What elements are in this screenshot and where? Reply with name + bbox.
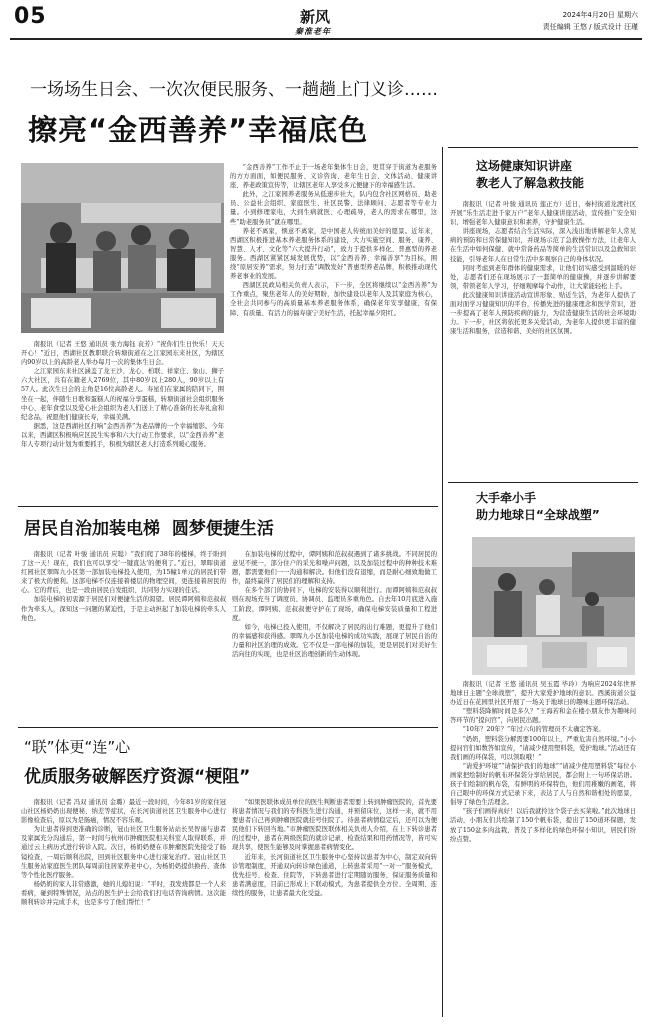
elevator-col1 [21, 550, 226, 722]
health-headline: 这场健康知识讲座 教老人了解急救技能 [476, 159, 585, 190]
header-rule [10, 38, 642, 40]
medical-headline: 优质服务破解医疗资源“梗阻” [24, 767, 251, 787]
lead-para-5: 此外，之江家园养老服务从低速步社大，队内包含社区网格员、助老员、公益社会组织、家庭医生、社区民警、法律顾问、志愿者等专业力量。小到修理家电，大到生病就医、心理疏导，老人的需求在哪里，这些“助老服务员”就在哪里。 [230, 191, 437, 226]
lead-headline: 擦亮“金西善养”幸福底色 [28, 113, 369, 147]
elevator-para-3: 在加装电梯的过程中，谭阿姨和范叔叔遇到了诸多挑战。不同居民的意见不统一，部分住户的采光和噪声问题，以及加装过程中的种种技术难题，都需要他们一一沟通和解决。但他们没有退缩，而是耐心细致地做工作，最终赢得了居民们的理解和支持。 [232, 551, 437, 586]
earth-day-photo-illustration [472, 537, 635, 675]
elevator-para-4: 在多个部门的协同下，电梯的安装得以顺利进行。而谭阿姨和范叔叔则在现场充当了调度员、协调员、监理员多重角色。自去年10月底进入施工阶段，谭阿姨、范叔叔便守护在了现场，确保电梯安装质量和工程进度。 [232, 587, 437, 622]
health-para-1: 南报讯（记者 叶骏 通讯员 莲正方）近日，秦村街道龙渡社区开展“乐生活走进千家万户”老年人健康讲座活动，宣传推广安全知识，增强老年人健康意识和素养，守护健康生活。 [450, 201, 636, 227]
lead-para-6: 养老不离家，惬意不离家，是中国老人传统而美好的愿景。近年来，西湖区积极推进基本养老服务体系的建设，大力实施空间、服务、康养、智慧、人才、文化等“六大提升行动”，致力于提供多样化、普惠型的养老服务。西湖区紧紧区域发展优势，以“金西善养、幸福善享”为目标，围绕“原居安养”需求，努力打造“调散发好”普惠型养老品牌，积极推动现代养老事业的发展。 [230, 227, 437, 281]
lead-col1 [21, 340, 224, 505]
earth-day-photo [472, 537, 635, 675]
page-number: 05 [14, 4, 47, 29]
elevator-para-5: 如今，电梯已投入使用，不仅解决了居民的出行难题，更提升了他们的幸福感和获得感。翠晖九小区加装电梯的成功实践，展现了居民自治的力量和社区治理的成效。它不仅是一部电梯的加装，更是居民们对美好生活向往的实现，也是社区治理创新的生动体现。 [232, 623, 437, 659]
elevator-bottom-rule [18, 727, 438, 728]
kids-para-3: “10年？20年？”年过六旬的管理员不太确定答案。 [462, 726, 605, 734]
lead-para-4: “金西善养”工作不止于一场老年集体生日会，更贯穿于街道为老服务的方方面面，如便民服务、义诊咨询、老年生日会、文体活动、健康讲座、养老政策宣传等，让辖区老年人享受多元便捷下的幸福感生活。 [230, 164, 437, 190]
medical-col2 [232, 798, 437, 1018]
elevator-headline: 居民自治加装电梯 圆梦便捷生活 [24, 519, 274, 539]
lead-para-1: 南报讯（记者 王悠 通讯员 张方海钰 袁芳）“祝你们生日快乐！天天开心！”近日，西湖社区教职联合转塘街道在之江家园东来社区，为辖区内90岁以上的高龄老人举办每月一次的集体生日会。 [21, 341, 224, 367]
medical-para-4: “如果医联体成员单位的医生判断患者需要上转到肿瘤医院的，首先要将患者情况与我们的专科医生进行沟通，并预留床位，这样一来，就不用要患者自己再到肿瘤医院就挂号住院了。待患者病情稳定后，还可以为便民他们下转回当地。”市肿瘤医院医联体相关负责人介绍，在上下转诊患者的过程中，患者在两级医院的就诊记录、检查结果和用药情况等，皆可实现共享，使医生能够及时掌握患者病情变化。 [232, 799, 437, 852]
health-para-3: 同时考虑到老年群体的健康需求，让他们切实感受到温暖的好处，志愿者们还在现场展示了一套简单的健康操，并逐步讲解要领，带领老年人学习，仔细观摩每个动作，让大家能轻松上手。 [450, 264, 636, 290]
medical-para-5: 近年来，长河街道社区卫生服务中心坚持以患者为中心，制定双向转诊管理制度，开通双向转诊绿色通道，上转患者采用“一对一”服务模式，优先挂号、检查、住院等，下转患者进行定期随访服务，保证服务质量和患者满意度，目前已形成上下联动模式，为患者提供全方位、全周期、连续性的服务，让患者最大化受益。 [232, 853, 437, 897]
lead-para-3: 据悉，这是西湖社区打响“金西善养”为老品牌的一个幸福缩影。今年以来，西湖区积极响应区民生实事和六大行动工作要求，以“金西善养”老年人专项行动计划为重要抓手，积极为辖区老人打造系列暖心服务。 [21, 422, 224, 449]
kids-para-1: 南报讯（记者 王悠 通讯员 吴玉霞 毕玲）为响应2024年世界地球日主题“全球战塑”，提升大家爱护地球的意识。西溪街道公益办近日在花园里社区开展了一场关于地球日的趣味主题环保活动。 [450, 681, 636, 707]
medical-para-1: 南报讯（记者 冯双 通讯员 金璐）最近一段时间，今年81岁的家住冠山社区杨奶奶出现便秘、纳差等症状，在长河街道社区卫生服务中心进行影像检查后，原以为是肠癌，情况不容乐观。 [21, 799, 226, 825]
section-subtitle-logo: 秦淮老年 [295, 26, 331, 36]
birthday-photo-illustration [21, 163, 224, 333]
birthday-party-photo [21, 163, 224, 333]
column-rule-vertical [442, 147, 443, 1017]
kids-para-2: “塑料袋降解时间是多久？”王海若和金在楼小朋友作为趣味问答环节的“提问官”，向居民出题。 [450, 708, 636, 725]
editors-credit: 责任编辑 王悠 / 版式设计 汪瑾 [542, 23, 638, 31]
section-title: 新风 [300, 8, 331, 26]
right-mid-rule [448, 482, 638, 483]
elevator-para-1: 南报讯（记者 叶骏 通讯员 应聪）“我们爬了38年的楼梯，终于盼到了这一天！现在，我们也可以享受‘一键直达’的便利了。”近日，翠晖街道红园社区翠晖九小区第一部加装电梯投入使用，为15幢1单元的居民们带来了极大的便利。这部电梯不仅连接着楼层的物理空间，更连接着居民的心。它的背后，也是一段由居民自发组织、共同努力实现的佳话。 [21, 551, 226, 595]
medical-col1 [21, 798, 226, 1018]
lead-kicker: 一场场生日会、一次次便民服务、一趟趟上门义诊…… [30, 80, 438, 100]
medical-para-2: 为让患者得到更准确的诊断，冠山社区卫生服务站站长吴智丽与患者及家属充分沟通后，第一时间与杭州市肿瘤医院相关科室人取得联系，并通过云上病历式进行转诊入院。次日，杨奶奶便在市肿瘤医院先接受了肠镜检查，一周后顺利出院，回到社区服务中心进行康复治疗。冠山社区卫生服务站家庭医生团队每周前往居家养老中心，为杨奶奶提供换药、查体等个性化医疗服务。 [21, 826, 226, 879]
lead-bottom-rule [18, 506, 438, 507]
kids-body [450, 680, 636, 1018]
kids-headline: 大手牵小手 助力地球日“全球战塑” [476, 491, 600, 522]
medical-para-3: 杨奶奶的家人非常感激，她的儿媳妇说：“平时，我发烧都是一个人来看病，碰到特殊情况，站点的医生护士会给我们打电话咨询病情。这次能顺利转诊并完成手术，也是多亏了他们帮忙！” [21, 880, 226, 907]
lead-para-7: 西湖区民政局相关负责人表示，下一步，全区将继续以“金西善养”为工作重点，聚焦老年人的美好期盼，加快建设以老年人及其家庭为核心，全社会共同参与的高质量基本养老服务体系，确保老年安享健康、有保障、有质量、有活力的福寿康宁美好生活，托起幸福夕阳红。 [230, 282, 437, 317]
issue-date: 2024年4月20日 星期六 [562, 11, 638, 19]
kids-para-6: “孩子们画得真好！以后我就拎这个袋子去买菜啦。”此次地球日活动，小朋友们共绘制了150个帆布袋，提出了150道环保题，发放了150盆多肉盆栽，普及了多样化的绿色环保小知识，居民们纷纷点赞。 [450, 808, 636, 843]
health-para-4: 此次健康知识讲座活动宣讲形象、贴近生活，为老年人提供了面对面学习健康知识的平台，传播先进的健康理念和医学常识，进一步提高了老年人预防疾病的能力，为营造健康生活的社会环境助力。下一步，社区将依托更多关爱活动，为老年人提供更丰富的健康生活和服务，营造和谐、美好的社区氛围。 [450, 291, 636, 336]
lead-col2 [230, 163, 437, 497]
health-para-2: 讲座现场，志愿者结合生活实际，深入浅出地讲解老年人常见病的预防和日常保健知识，并现场示范了急救操作方法，让老年人在生活中如何保健、就中常备药品等简单的生活常识以及急救知识技能，引导老年人在日常生活中多观察自己的身体状况。 [450, 228, 636, 263]
right-top-rule [448, 147, 638, 148]
medical-kicker: “联”体更“连”心 [24, 738, 131, 756]
kids-para-4: “奶奶，塑料袋分解需要100年以上，严重危害自然环境。”小小提问官们如数答如宣传，“请减少使用塑料袋，爱护地球。”活动还有我们画的环保袋，可以领取哦！” [450, 735, 636, 761]
elevator-col2 [232, 550, 437, 722]
lead-para-2: 之江家园东来社区涵盖了龙王沙、龙心、柏联、祥家庄、象山、狮子六大社区，共有在籍老人2769位，其中80岁以上280人，90岁以上有57人。此次生日会的主角是16位高龄老人。寿星们在家属的陪同下，围坐在一起，伴随生日歌和蛋糕人的祝福分享蛋糕，转塘街道社会组织服务中心、老年食堂以及爱心社会组织为老人们送上了精心准备的长寿礼盒和纪念品，祝愿他们健康长寿，幸福美满。 [21, 368, 224, 421]
health-body [450, 200, 636, 408]
elevator-para-2: 加装电梯的初衷源于居民们对便捷生活的渴望。居民谭阿姨和范叔叔作为牵头人，深知这一问题的紧迫性，于是主动担起了加装电梯的牵头人角色。 [21, 596, 226, 622]
kids-para-5: “请爱护环境”“请保护我们的地球”“请减少使用塑料袋”每位小画家把绘制好的帆布环保袋分享给居民，都会附上一句环保话语。孩子们绘制的帆布袋，有鲜明的环保特色，他们用稚嫩的画笔，将自己眼中的环保方式记录下来，表达了人与自然和谐相处的愿景，倡导了绿色生活理念。 [450, 762, 636, 807]
